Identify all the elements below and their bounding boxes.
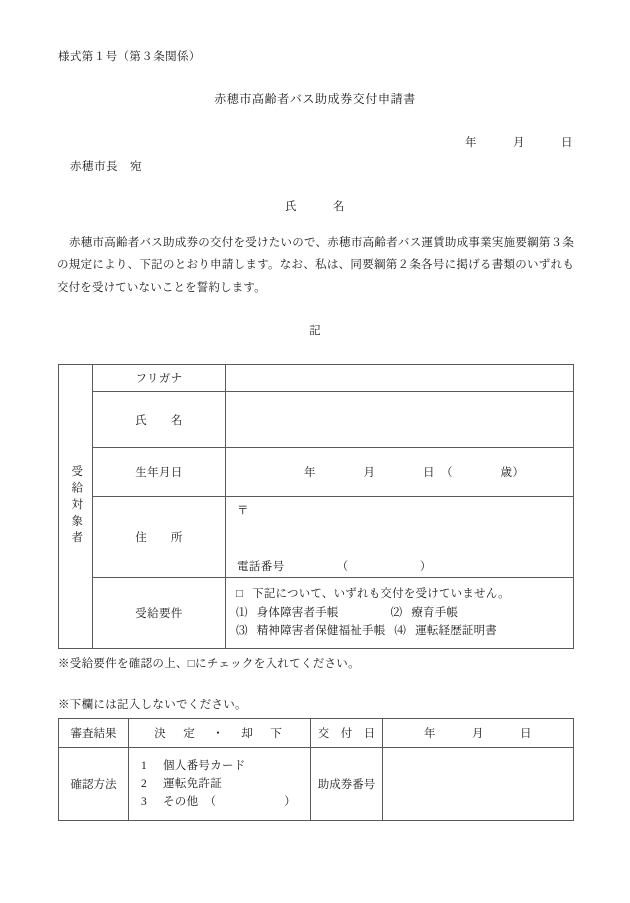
review-result-label: 審査結果 xyxy=(59,719,129,748)
requirement-items-row-2 xyxy=(236,622,573,641)
recipient-vertical-label: 受給対象者 xyxy=(70,465,83,548)
applicant-name-label: 氏 名 xyxy=(285,201,345,213)
method-option-3-text: その他 （ xyxy=(163,796,217,809)
furigana-label: フリガナ xyxy=(93,365,226,392)
requirement-item-3-text: 精神障害者保健福祉手帳 xyxy=(256,625,386,638)
requirement-items-row-1 xyxy=(236,604,573,623)
address-cell-content xyxy=(226,497,573,577)
table-row-review-result xyxy=(59,719,574,748)
table-row-name xyxy=(59,392,574,448)
note-checkbox-instruction: ※受給要件を確認の上、□にチェックを入れてください。 xyxy=(58,658,360,670)
telephone-parentheses: （ ） xyxy=(336,561,432,573)
method-option-1-no: 1 xyxy=(141,759,148,772)
birthdate-value: 年 月 日 （ 歳） xyxy=(304,467,525,479)
issue-date-label: 交 付 日 xyxy=(311,719,383,748)
ki-mark: 記 xyxy=(309,325,321,337)
requirement-checkbox-line[interactable] xyxy=(236,585,573,604)
body-paragraph: 赤穂市高齢者バス助成券の交付を受けたいので、赤穂市高齢者バス運賃助成事業実施要綱第３条の規定により、下記のとおり申請します。なお、私は、同要綱第２条各号に掲げる書類のいずれも交付を受けていないことを誓約します。 xyxy=(57,237,574,294)
requirement-item-1-text: 身体障害者手帳 xyxy=(256,606,339,619)
method-option-2[interactable] xyxy=(141,775,310,793)
table-row-requirement xyxy=(59,578,574,649)
table-row-address xyxy=(59,497,574,578)
method-option-1[interactable] xyxy=(141,757,310,775)
office-use-table xyxy=(58,718,574,821)
verification-method-options[interactable] xyxy=(129,748,311,821)
method-option-2-text: 運転免許証 xyxy=(163,777,222,790)
telephone-label: 電話番号 xyxy=(237,561,285,573)
address-label: 住 所 xyxy=(93,497,226,578)
table-row-furigana xyxy=(59,365,574,392)
table-row-verification-method xyxy=(59,748,574,821)
requirement-item-4-no: ⑷ xyxy=(394,625,407,638)
review-result-value[interactable]: 決 定 ・ 却 下 xyxy=(129,719,311,748)
method-option-1-text: 個人番号カード xyxy=(163,759,246,772)
recipient-table xyxy=(58,364,574,649)
requirement-content xyxy=(226,578,574,649)
requirement-label: 受給要件 xyxy=(93,578,226,649)
requirement-item-4-text: 運転経歴証明書 xyxy=(415,625,498,638)
address-input[interactable] xyxy=(226,497,574,578)
postal-code-symbol: 〒 xyxy=(237,505,249,517)
requirement-checkbox[interactable]: □ xyxy=(236,588,244,601)
method-option-3-no: 3 xyxy=(141,796,148,809)
telephone-row xyxy=(237,558,432,574)
method-option-3-paren-close: ） xyxy=(284,796,297,809)
recipient-vertical-label-cell xyxy=(59,365,93,649)
name-label: 氏 名 xyxy=(93,392,226,448)
method-option-3[interactable] xyxy=(141,793,310,811)
method-option-2-no: 2 xyxy=(141,777,148,790)
form-number: 様式第１号（第３条関係） xyxy=(58,51,201,63)
requirement-item-3-no: ⑶ xyxy=(236,625,248,638)
requirement-item-2-no: ⑵ xyxy=(390,606,403,619)
furigana-input[interactable] xyxy=(226,365,574,392)
requirement-item-2-text: 療育手帳 xyxy=(411,606,459,619)
requirement-checkbox-text: 下記について、いずれも交付を受けていません。 xyxy=(252,588,510,601)
submission-date-line: 年 月 日 xyxy=(465,137,573,149)
birthdate-input[interactable] xyxy=(226,448,574,497)
verification-method-label: 確認方法 xyxy=(59,748,129,821)
birthdate-label: 生年月日 xyxy=(93,448,226,497)
note-office-use-instruction: ※下欄には記入しないでください。 xyxy=(58,699,247,711)
document-title: 赤穂市高齢者バス助成券交付申請書 xyxy=(214,92,416,106)
requirement-item-1-no: ⑴ xyxy=(236,606,248,619)
voucher-number-input[interactable] xyxy=(383,748,574,821)
voucher-number-label: 助成券番号 xyxy=(311,748,383,821)
issue-date-value[interactable]: 年 月 日 xyxy=(383,719,574,748)
name-input[interactable] xyxy=(226,392,574,448)
table-row-birthdate xyxy=(59,448,574,497)
addressee: 赤穂市長 宛 xyxy=(70,161,142,173)
